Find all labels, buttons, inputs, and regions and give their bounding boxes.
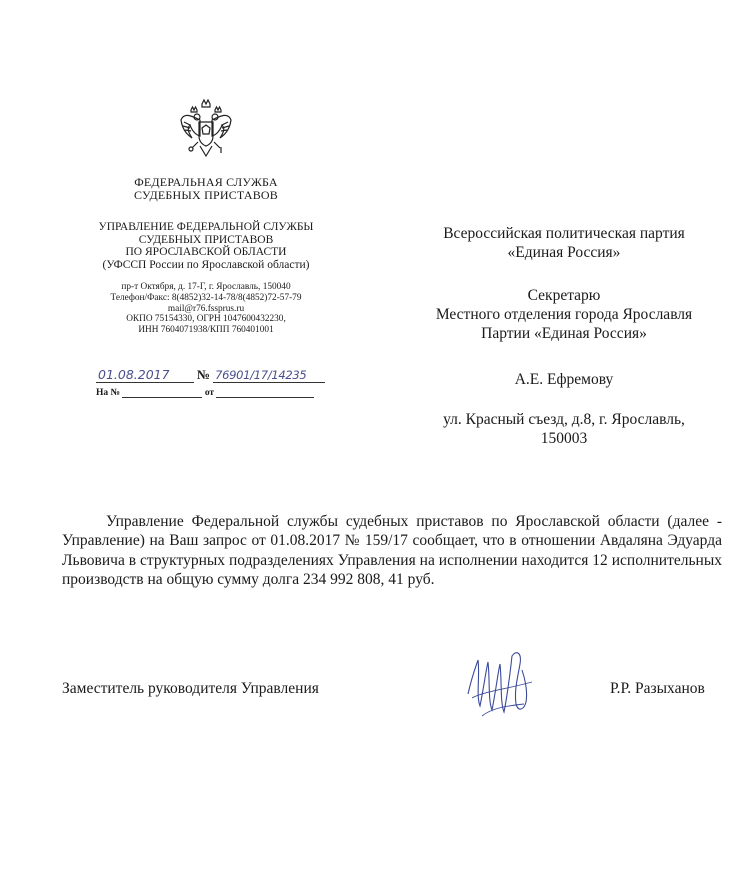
recipient-position — [408, 286, 720, 343]
recipient-name: А.Е. Ефремову — [514, 371, 614, 388]
from-label: от — [204, 388, 215, 398]
sender-email: mail@r76.fssprus.ru — [167, 303, 245, 314]
recipient-line: Партии «Единая Россия» — [481, 325, 647, 342]
sender-title-line: СУДЕБНЫХ ПРИСТАВОВ — [133, 188, 278, 202]
reply-label: На № — [96, 388, 121, 398]
reply-reference-line — [96, 388, 314, 398]
sender-address: пр-т Октября, д. 17-Г, г. Ярославль, 150040 — [121, 282, 291, 292]
sender-codes: ОКПО 75154330, ОГРН 1047600432230, — [126, 314, 286, 325]
recipient-address — [408, 410, 720, 448]
coat-of-arms-emblem-icon — [178, 98, 234, 160]
sender-dept-line: (УФССП России по Ярославской области) — [102, 258, 310, 271]
sender-agency-title — [78, 176, 334, 202]
signatory-name: Р.Р. Разыханов — [610, 680, 705, 697]
recipient-line: Местного отделения города Ярославля — [435, 306, 693, 323]
sender-contacts — [78, 282, 334, 336]
letter-body: Управление Федеральной службы судебных приставов по Ярославской области (далее - Управление) на Ваш запрос от 01.08.2017 № 159/17 сообщает, что в отношении Авдаляна Эдуарда Львовича в структурных подразделениях Управления на исполнении находится 12 исполнительных производств на общую сумму долга 234 992 808, 41 руб. — [62, 513, 722, 589]
sender-codes: ИНН 7604071938/КПП 760401001 — [138, 325, 274, 336]
recipient-address-line: 150003 — [540, 430, 588, 447]
registration-line — [96, 367, 336, 383]
recipient-line: Всероссийская политическая партия — [443, 225, 685, 242]
sender-dept-line: ПО ЯРОСЛАВСКОЙ ОБЛАСТИ — [125, 246, 287, 258]
recipient-line: Секретарю — [527, 287, 601, 304]
signatory-position: Заместитель руководителя Управления — [62, 680, 319, 697]
sender-phone: Телефон/Факс: 8(4852)32-14-78/8(4852)72-57-79 — [110, 292, 302, 303]
handwritten-signature-icon — [462, 646, 542, 724]
recipient-line: «Единая Россия» — [507, 244, 621, 261]
registration-date: 01.08.2017 — [98, 367, 170, 382]
registration-number: 76901/17/14235 — [215, 368, 307, 382]
recipient-party — [408, 224, 720, 262]
sender-dept-line: УПРАВЛЕНИЕ ФЕДЕРАЛЬНОЙ СЛУЖБЫ — [98, 221, 314, 233]
sender-title-line: ФЕДЕРАЛЬНАЯ СЛУЖБА — [134, 175, 278, 189]
sender-department — [78, 221, 334, 271]
recipient-address-line: ул. Красный съезд, д.8, г. Ярославль, — [443, 411, 685, 428]
number-sign: № — [197, 367, 211, 382]
sender-dept-line: СУДЕБНЫХ ПРИСТАВОВ — [138, 233, 274, 246]
